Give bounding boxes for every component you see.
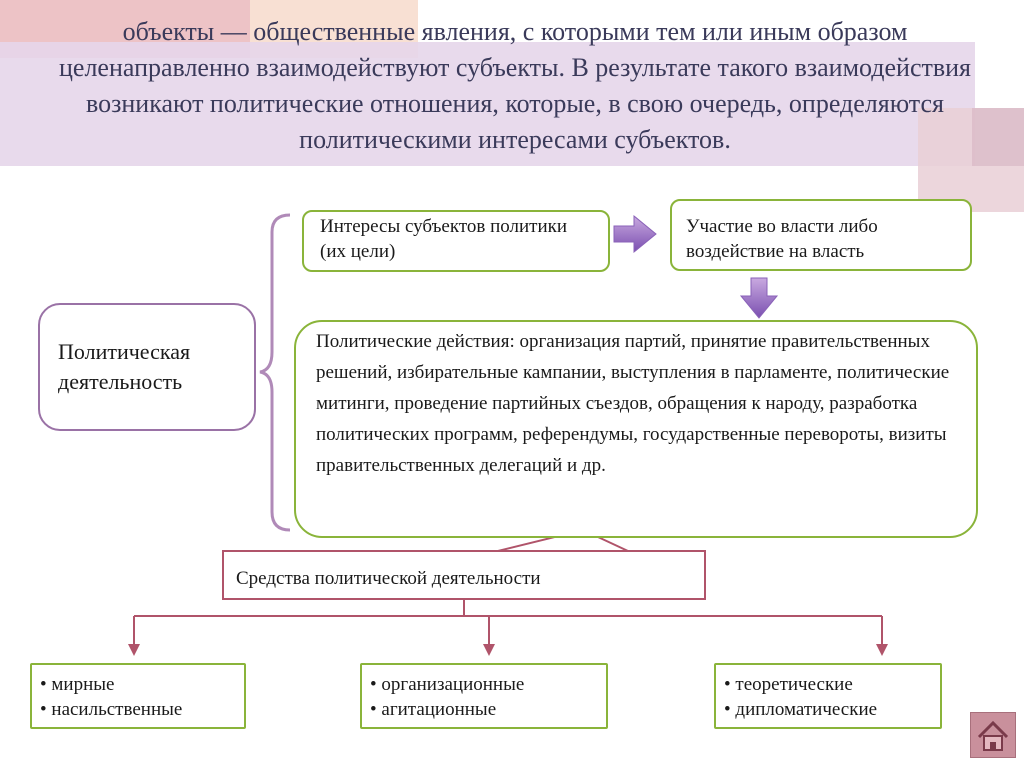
political-activity-box <box>38 303 256 431</box>
means-group-2 <box>360 663 608 729</box>
means-group-2-item: • организационные <box>370 674 525 695</box>
means-box <box>222 550 706 600</box>
down-arrow-icon <box>741 278 777 318</box>
means-group-1-item: • мирные <box>40 674 115 695</box>
interests-box <box>302 210 610 272</box>
home-icon <box>971 713 1015 757</box>
participation-box <box>670 199 972 271</box>
political-activity-label: Политическая деятельность <box>58 339 191 394</box>
means-label: Средства политической деятельности <box>236 568 541 589</box>
actions-label: Политические действия: организация партий, принятие правительственных решений, избирательные кампании, выступления в парламенте, политические митинги, проведение партийных съездов, обращения к народу, разработка политических программ, референдумы, государственные перевороты, визиты правительственных делегаций и др. <box>316 331 950 476</box>
means-group-3 <box>714 663 942 729</box>
home-button[interactable] <box>970 712 1016 758</box>
means-tree <box>134 600 882 646</box>
means-tree-arrowheads <box>128 644 888 656</box>
means-group-3-item: • теоретические <box>724 674 853 695</box>
means-group-1-item: • насильственные <box>40 699 183 720</box>
intro-paragraph: объекты — общественные явления, с которыми тем или иным образом целенаправленно взаимодействуют субъекты. В результате такого взаимодействия возникают политические отношения, которые, в свою очередь, определяются политическими интересами субъектов. <box>58 17 972 154</box>
means-group-3-item: • дипломатические <box>724 699 878 720</box>
brace <box>260 215 290 530</box>
actions-box <box>294 320 978 538</box>
right-arrow-icon <box>614 216 656 252</box>
participation-label: Участие во власти либо воздействие на власть <box>686 216 878 262</box>
means-group-2-item: • агитационные <box>370 699 497 720</box>
means-group-1 <box>30 663 246 729</box>
interests-label: Интересы субъектов политики (их цели) <box>320 216 568 262</box>
